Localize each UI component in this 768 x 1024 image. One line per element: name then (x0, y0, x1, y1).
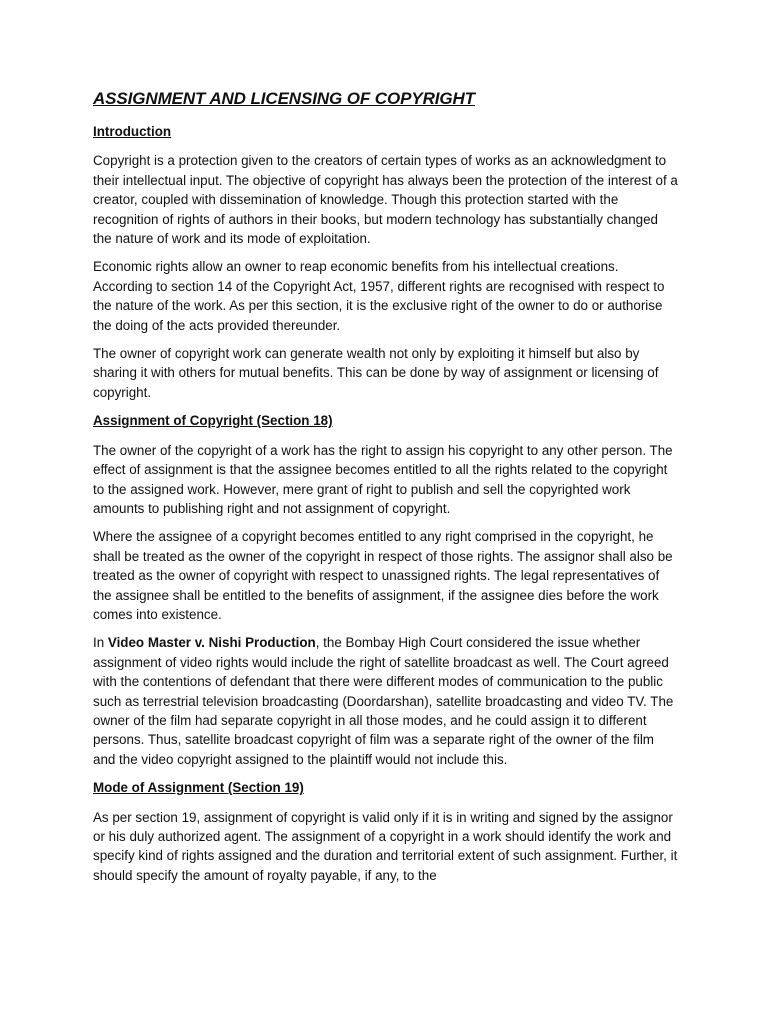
section-heading-introduction: Introduction (93, 124, 172, 139)
paragraph: Copyright is a protection given to the creators of certain types of works as an acknowledgment to their intellectual input. The objective of copyright has always been the protection of the interest of a creator, coupled with dissemination of knowledge. Though this protection started with the recognition of rights of authors in their books, but modern technology has substantially changed the nature of work and its mode of exploitation. (93, 153, 678, 247)
case-paragraph (93, 633, 679, 769)
section-heading-mode-of-assignment: Mode of Assignment (Section 19) (93, 780, 304, 796)
case-lead-text: In (93, 635, 108, 651)
section-heading-assignment: Assignment of Copyright (Section 18) (93, 413, 333, 429)
paragraph: Economic rights allow an owner to reap economic benefits from his intellectual creations. According to section 14 of the Copyright Act, 1957, different rights are recognised with respect to the nature of the work. As per this section, it is the exclusive right of the owner to do or authorise the doing of the acts provided thereunder. (93, 259, 665, 333)
paragraph: Where the assignee of a copyright becomes entitled to any right comprised in the copyright, he shall be treated as the owner of the copyright in respect of those rights. The assignor shall also be treated as the owner of copyright with respect to unassigned rights. The legal representatives of the assignee shall be entitled to the benefits of assignment, if the assignee dies before the work comes into existence. (93, 529, 673, 622)
document-title: ASSIGNMENT AND LICENSING OF COPYRIGHT (93, 89, 475, 108)
paragraph: The owner of the copyright of a work has the right to assign his copyright to any other person. The effect of assignment is that the assignee becomes entitled to all the rights related to the copyright to the assigned work. However, mere grant of right to publish and sell the copyrighted work amounts to publishing right and not assignment of copyright. (93, 442, 673, 516)
paragraph: The owner of copyright work can generate wealth not only by exploiting it himself but also by sharing it with others for mutual benefits. This can be done by way of assignment or licensing of copyright. (93, 346, 659, 400)
case-name: Video Master v. Nishi Production (107, 635, 316, 651)
paragraph: As per section 19, assignment of copyright is valid only if it is in writing and signed by the assignor or his duly authorized agent. The assignment of a copyright in a work should identify the work and specify kind of rights assigned and the duration and territorial extent of such assignment. Further, it should specify the amount of royalty payable, if any, to the (93, 809, 678, 883)
case-body-text: , the Bombay High Court considered the issue whether assignment of video rights would include the right of satellite broadcast as well. The Court agreed with the contentions of defendant that there were different modes of communication to the public such as terrestrial television broadcasting (Doordarshan), satellite broadcasting and video TV. The owner of the film had separate copyright in all those modes, and he could assign it to different persons. Thus, satellite broadcast copyright of film was a separate right of the owner of the film and the video copyright assigned to the plaintiff would not include this. (93, 635, 674, 767)
document-body (93, 88, 679, 894)
